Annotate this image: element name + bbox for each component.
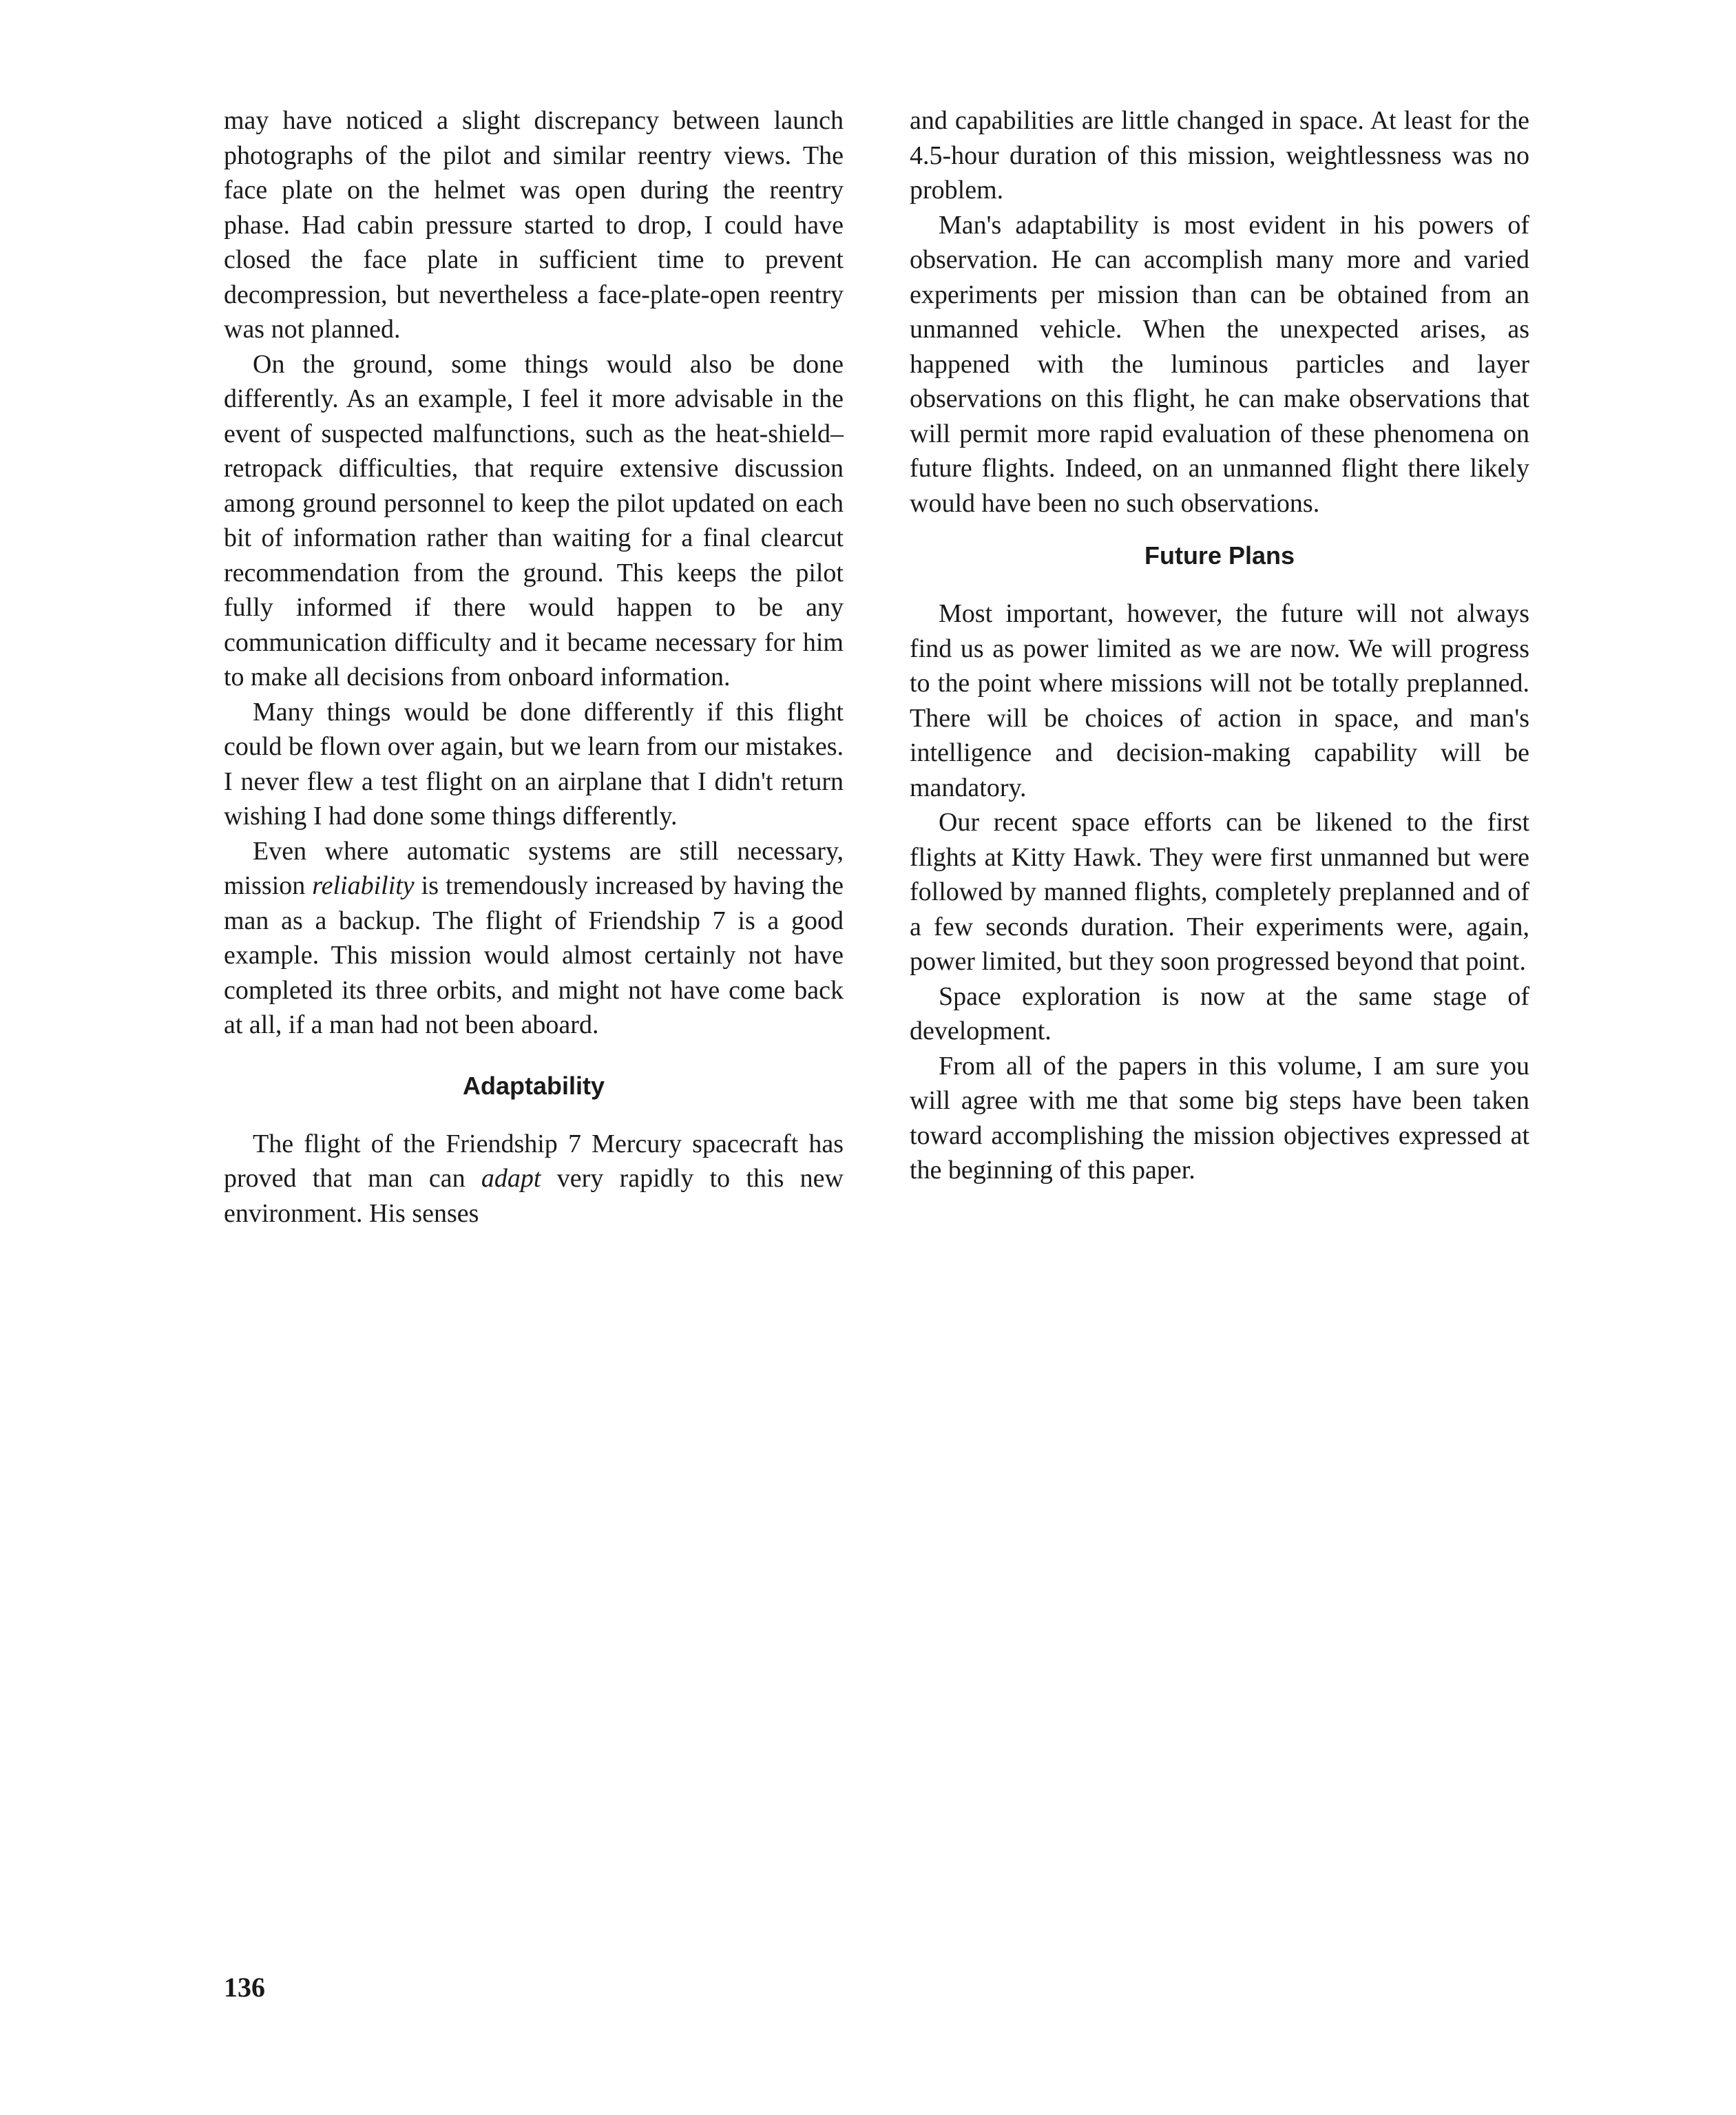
paragraph: Space exploration is now at the same stage of development. <box>910 981 1529 1045</box>
paragraph: Most important, however, the future will not always find us as power limited as we are now. We will progress to the point where missions will not be totally preplanned. There will be choices of action in space, and man's intelligence and decision-making capability will be mandatory. <box>910 599 1529 802</box>
paragraph: and capabilities are little changed in space. At least for the 4.5-hour duration of this mission, weightlessness was no problem. <box>910 106 1529 205</box>
paragraph-text: Even where automatic systems are still necessary, mission <box>224 836 844 900</box>
paragraph-text: The flight of the Friendship 7 Mercury spacecraft has proved that man can <box>224 1129 844 1193</box>
paragraph: may have noticed a slight discrepancy between launch photographs of the pilot and similar reentry views. The face plate on the helmet was open during the reentry phase. Had cabin pressure started to drop, I could have closed the face plate in sufficient time to prevent decompression, but nevertheless a face-plate-open reentry was not planned. <box>224 106 844 344</box>
emphasis-reliability: reliability <box>312 871 415 900</box>
right-column <box>910 103 1529 1188</box>
page-number: 136 <box>224 1972 265 2003</box>
paragraph <box>224 834 844 1043</box>
emphasis-adapt: adapt <box>481 1164 541 1193</box>
left-column <box>224 103 844 1231</box>
section-heading-adaptability: Adaptability <box>462 1071 605 1100</box>
paragraph-text: very rapidly to this new environment. His senses <box>224 1164 844 1228</box>
paragraph-text: is tremendously increased by having the man as a backup. The flight of Friendship 7 is a good example. This mission would almost certainly not have completed its three orbits, and might not have come back at all, if a man had not been aboard. <box>224 871 844 1039</box>
section-heading-future-plans: Future Plans <box>1144 541 1295 570</box>
paragraph: Our recent space efforts can be likened to the first flights at Kitty Hawk. They were first unmanned but were followed by manned flights, completely preplanned and of a few seconds duration. Their experiments were, again, power limited, but they soon progressed beyond that point. <box>910 808 1529 976</box>
paragraph: From all of the papers in this volume, I am sure you will agree with me that some big steps have been taken toward accomplishing the mission objectives expressed at the beginning of this paper. <box>910 1051 1529 1185</box>
paragraph: Many things would be done differently if this flight could be flown over again, but we learn from our mistakes. I never flew a test flight on an airplane that I didn't return wishing I had done some things differently. <box>224 697 844 831</box>
paragraph: On the ground, some things would also be done differently. As an example, I feel it more advisable in the event of suspected malfunctions, such as the heat-shield–retropack difficulties, that require extensive discussion among ground personnel to keep the pilot updated on each bit of information rather than waiting for a final clearcut recommendation from the ground. This keeps the pilot fully informed if there would happen to be any communication difficulty and it became necessary for him to make all decisions from onboard information. <box>224 349 844 691</box>
paragraph: Man's adaptability is most evident in his powers of observation. He can accomplish many more and varied experiments per mission than can be obtained from an unmanned vehicle. When the unexpected arises, as happened with the luminous particles and layer observations on this flight, he can make observations that will permit more rapid evaluation of these phenomena on future flights. Indeed, on an unmanned flight there likely would have been no such observations. <box>910 210 1529 518</box>
paragraph <box>224 1127 844 1231</box>
